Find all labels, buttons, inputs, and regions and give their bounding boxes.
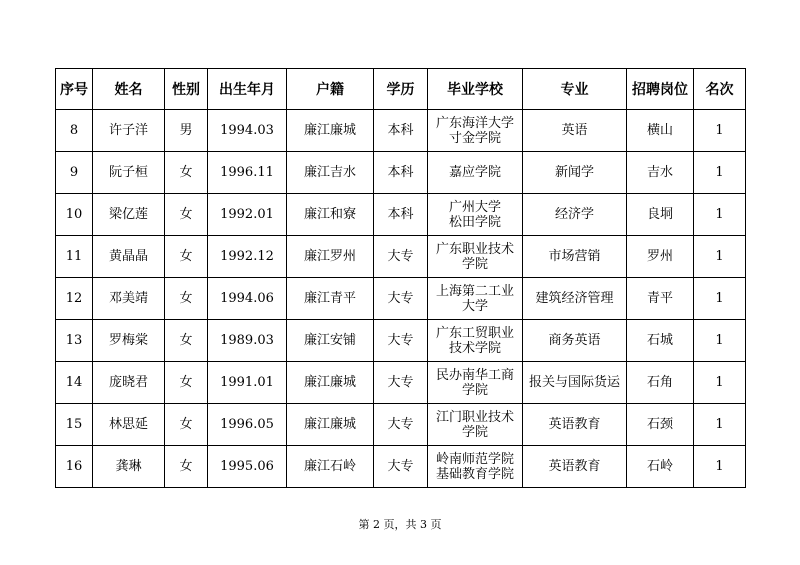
school-cell bbox=[428, 446, 523, 488]
hukou-cell: 廉江和寮 bbox=[287, 194, 374, 236]
table-row bbox=[56, 278, 746, 320]
hukou-cell: 廉江青平 bbox=[287, 278, 374, 320]
column-header: 专业 bbox=[523, 69, 627, 110]
birth-cell: 1989.03 bbox=[208, 320, 287, 362]
rank-cell: 1 bbox=[694, 110, 746, 152]
row-number: 16 bbox=[56, 446, 93, 488]
school-cell bbox=[428, 278, 523, 320]
school-line: 上海第二工业 bbox=[435, 283, 514, 299]
school-line: 广东海洋大学 bbox=[435, 115, 514, 131]
rank-cell: 1 bbox=[694, 152, 746, 194]
row-number: 11 bbox=[56, 236, 93, 278]
table-row bbox=[56, 236, 746, 278]
school-cell bbox=[428, 362, 523, 404]
table-row bbox=[56, 320, 746, 362]
post-cell: 吉水 bbox=[627, 152, 694, 194]
rank-cell: 1 bbox=[694, 446, 746, 488]
column-header: 招聘岗位 bbox=[627, 69, 694, 110]
table-row bbox=[56, 194, 746, 236]
table-row bbox=[56, 404, 746, 446]
post-cell: 石角 bbox=[627, 362, 694, 404]
birth-cell: 1994.03 bbox=[208, 110, 287, 152]
school-line: 大学 bbox=[461, 298, 488, 314]
major-cell: 英语教育 bbox=[523, 404, 627, 446]
post-cell: 青平 bbox=[627, 278, 694, 320]
column-header: 户籍 bbox=[287, 69, 374, 110]
gender-cell: 女 bbox=[165, 446, 208, 488]
column-header: 学历 bbox=[374, 69, 428, 110]
major-cell: 英语 bbox=[523, 110, 627, 152]
school-line: 民办南华工商 bbox=[435, 367, 514, 383]
post-cell: 石颈 bbox=[627, 404, 694, 446]
table-row bbox=[56, 362, 746, 404]
school-cell bbox=[428, 236, 523, 278]
school-line: 寸金学院 bbox=[448, 130, 501, 146]
post-cell: 横山 bbox=[627, 110, 694, 152]
school-cell bbox=[428, 110, 523, 152]
post-cell: 罗州 bbox=[627, 236, 694, 278]
major-cell: 新闻学 bbox=[523, 152, 627, 194]
major-cell: 报关与国际货运 bbox=[523, 362, 627, 404]
education-cell: 大专 bbox=[374, 278, 428, 320]
school-cell bbox=[428, 194, 523, 236]
school-line: 嘉应学院 bbox=[448, 165, 501, 180]
birth-cell: 1994.06 bbox=[208, 278, 287, 320]
hukou-cell: 廉江廉城 bbox=[287, 362, 374, 404]
school-line: 广东职业技术 bbox=[435, 241, 514, 257]
birth-cell: 1996.05 bbox=[208, 404, 287, 446]
post-cell: 石岭 bbox=[627, 446, 694, 488]
row-number: 13 bbox=[56, 320, 93, 362]
major-cell: 建筑经济管理 bbox=[523, 278, 627, 320]
name-cell: 梁亿莲 bbox=[93, 194, 165, 236]
birth-cell: 1991.01 bbox=[208, 362, 287, 404]
column-header: 序号 bbox=[56, 69, 93, 110]
post-cell: 石城 bbox=[627, 320, 694, 362]
name-cell: 邓美靖 bbox=[93, 278, 165, 320]
row-number: 10 bbox=[56, 194, 93, 236]
hukou-cell: 廉江吉水 bbox=[287, 152, 374, 194]
birth-cell: 1992.01 bbox=[208, 194, 287, 236]
major-cell: 英语教育 bbox=[523, 446, 627, 488]
hukou-cell: 廉江廉城 bbox=[287, 110, 374, 152]
rank-cell: 1 bbox=[694, 362, 746, 404]
table-row bbox=[56, 110, 746, 152]
name-cell: 罗梅棠 bbox=[93, 320, 165, 362]
name-cell: 龚琳 bbox=[93, 446, 165, 488]
gender-cell: 女 bbox=[165, 152, 208, 194]
school-line: 技术学院 bbox=[448, 340, 501, 356]
row-number: 15 bbox=[56, 404, 93, 446]
roster-table bbox=[55, 68, 746, 488]
gender-cell: 女 bbox=[165, 362, 208, 404]
row-number: 14 bbox=[56, 362, 93, 404]
school-cell bbox=[428, 320, 523, 362]
column-header: 毕业学校 bbox=[428, 69, 523, 110]
gender-cell: 女 bbox=[165, 236, 208, 278]
hukou-cell: 廉江罗州 bbox=[287, 236, 374, 278]
table-row bbox=[56, 446, 746, 488]
gender-cell: 女 bbox=[165, 404, 208, 446]
column-header: 性别 bbox=[165, 69, 208, 110]
school-line: 学院 bbox=[461, 424, 488, 440]
education-cell: 大专 bbox=[374, 362, 428, 404]
rank-cell: 1 bbox=[694, 404, 746, 446]
education-cell: 大专 bbox=[374, 236, 428, 278]
gender-cell: 女 bbox=[165, 278, 208, 320]
school-line: 广东工贸职业 bbox=[435, 325, 514, 341]
table-row bbox=[56, 152, 746, 194]
name-cell: 阮子桓 bbox=[93, 152, 165, 194]
row-number: 9 bbox=[56, 152, 93, 194]
education-cell: 大专 bbox=[374, 404, 428, 446]
rank-cell: 1 bbox=[694, 194, 746, 236]
hukou-cell: 廉江安铺 bbox=[287, 320, 374, 362]
gender-cell: 男 bbox=[165, 110, 208, 152]
school-line: 松田学院 bbox=[448, 214, 501, 230]
column-header: 姓名 bbox=[93, 69, 165, 110]
name-cell: 黄晶晶 bbox=[93, 236, 165, 278]
hukou-cell: 廉江廉城 bbox=[287, 404, 374, 446]
rank-cell: 1 bbox=[694, 278, 746, 320]
gender-cell: 女 bbox=[165, 320, 208, 362]
birth-cell: 1995.06 bbox=[208, 446, 287, 488]
school-line: 江门职业技术 bbox=[435, 409, 514, 425]
rank-cell: 1 bbox=[694, 236, 746, 278]
column-header: 名次 bbox=[694, 69, 746, 110]
birth-cell: 1992.12 bbox=[208, 236, 287, 278]
name-cell: 许子洋 bbox=[93, 110, 165, 152]
major-cell: 经济学 bbox=[523, 194, 627, 236]
major-cell: 商务英语 bbox=[523, 320, 627, 362]
post-cell: 良垌 bbox=[627, 194, 694, 236]
education-cell: 本科 bbox=[374, 194, 428, 236]
school-line: 岭南师范学院 bbox=[435, 451, 514, 467]
education-cell: 大专 bbox=[374, 320, 428, 362]
name-cell: 林思延 bbox=[93, 404, 165, 446]
school-line: 基础教育学院 bbox=[435, 466, 514, 482]
header-row bbox=[56, 69, 746, 110]
hukou-cell: 廉江石岭 bbox=[287, 446, 374, 488]
school-line: 学院 bbox=[461, 256, 488, 272]
school-line: 学院 bbox=[461, 382, 488, 398]
school-line: 广州大学 bbox=[448, 199, 501, 215]
major-cell: 市场营销 bbox=[523, 236, 627, 278]
gender-cell: 女 bbox=[165, 194, 208, 236]
row-number: 12 bbox=[56, 278, 93, 320]
education-cell: 大专 bbox=[374, 446, 428, 488]
school-cell bbox=[428, 152, 523, 194]
school-cell bbox=[428, 404, 523, 446]
row-number: 8 bbox=[56, 110, 93, 152]
education-cell: 本科 bbox=[374, 110, 428, 152]
name-cell: 庞晓君 bbox=[93, 362, 165, 404]
column-header: 出生年月 bbox=[208, 69, 287, 110]
education-cell: 本科 bbox=[374, 152, 428, 194]
page-footer: 第 2 页，共 3 页 bbox=[358, 518, 442, 531]
birth-cell: 1996.11 bbox=[208, 152, 287, 194]
rank-cell: 1 bbox=[694, 320, 746, 362]
table-body bbox=[56, 110, 746, 488]
